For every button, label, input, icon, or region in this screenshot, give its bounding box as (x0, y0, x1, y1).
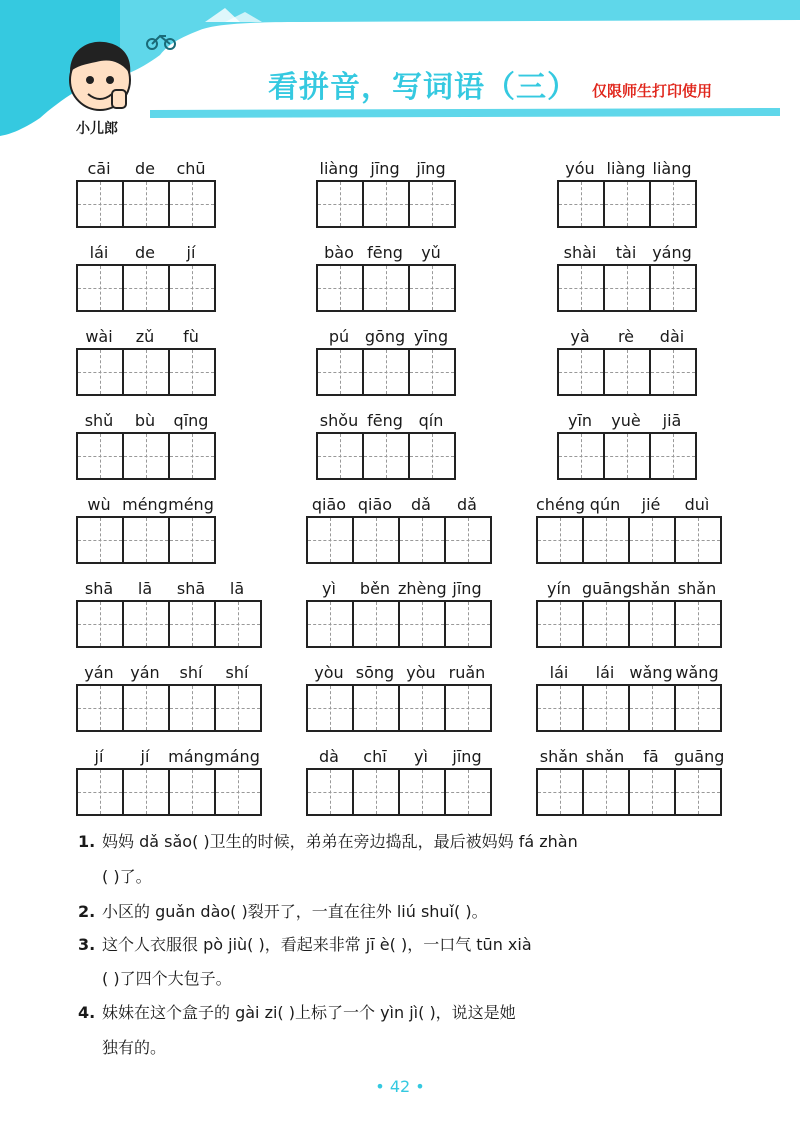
pinyin-syllable: de (135, 243, 155, 262)
writing-cell[interactable] (398, 684, 446, 732)
pinyin-syllable: yáng (652, 243, 692, 262)
pinyin-row (557, 326, 695, 348)
pinyin-syllable: fù (183, 327, 199, 346)
writing-cell[interactable] (408, 180, 456, 228)
pinyin-syllable: liàng (606, 159, 646, 178)
pinyin-syllable: jīng (416, 159, 446, 178)
writing-cell[interactable] (76, 600, 124, 648)
writing-cell[interactable] (168, 684, 216, 732)
writing-cell[interactable] (168, 180, 216, 228)
writing-cell[interactable] (168, 768, 216, 816)
pinyin-row (76, 662, 260, 684)
pinyin-syllable: lái (549, 663, 569, 682)
writing-cell[interactable] (76, 348, 124, 396)
writing-cell[interactable] (398, 600, 446, 648)
writing-cell[interactable] (362, 432, 410, 480)
writing-cell[interactable] (649, 432, 697, 480)
pinyin-syllable: de (135, 159, 155, 178)
pinyin-syllable: yuè (611, 411, 641, 430)
pinyin-row (76, 494, 214, 516)
writing-cell[interactable] (557, 348, 605, 396)
writing-cell[interactable] (306, 768, 354, 816)
pinyin-syllable: jié (641, 495, 661, 514)
writing-cell[interactable] (398, 516, 446, 564)
question-3: 3. 这个人衣服很 pò jiù( )，看起来非常 jī è( )，一口气 tūn xià (78, 935, 532, 954)
pinyin-syllable: tài (615, 243, 637, 262)
writing-grid (536, 516, 722, 564)
pinyin-syllable: běn (359, 579, 391, 598)
writing-cell[interactable] (444, 600, 492, 648)
pinyin-syllable: cāi (87, 159, 111, 178)
pinyin-syllable: méng (122, 495, 168, 514)
pinyin-syllable: jiā (662, 411, 682, 430)
pinyin-row (306, 578, 490, 600)
pinyin-syllable: lái (595, 663, 615, 682)
writing-grid (536, 684, 722, 732)
writing-cell[interactable] (628, 516, 676, 564)
pinyin-syllable: shā (84, 579, 114, 598)
writing-cell[interactable] (122, 180, 170, 228)
pinyin-row (536, 578, 720, 600)
writing-grid (76, 600, 262, 648)
pinyin-syllable: jí (186, 243, 196, 262)
writing-cell[interactable] (444, 516, 492, 564)
writing-grid (76, 684, 262, 732)
writing-cell[interactable] (536, 600, 584, 648)
writing-cell[interactable] (316, 264, 364, 312)
writing-cell[interactable] (352, 600, 400, 648)
pinyin-syllable: guāng (674, 747, 725, 766)
pinyin-syllable: dài (659, 327, 685, 346)
pinyin-row (536, 662, 720, 684)
writing-cell[interactable] (649, 264, 697, 312)
writing-grid (76, 348, 216, 396)
writing-cell[interactable] (628, 768, 676, 816)
writing-grid (76, 180, 216, 228)
pinyin-row (536, 746, 725, 768)
pinyin-syllable: yóu (565, 159, 595, 178)
writing-cell[interactable] (582, 600, 630, 648)
pinyin-syllable: shǎn (585, 747, 625, 766)
writing-grid (306, 684, 492, 732)
writing-grid (557, 432, 697, 480)
writing-cell[interactable] (582, 684, 630, 732)
pinyin-syllable: ruǎn (448, 663, 486, 682)
pinyin-syllable: zǔ (135, 327, 155, 346)
writing-cell[interactable] (306, 600, 354, 648)
pinyin-syllable: máng (168, 747, 214, 766)
pinyin-row (306, 662, 490, 684)
writing-cell[interactable] (628, 600, 676, 648)
writing-cell[interactable] (362, 264, 410, 312)
pinyin-row (76, 410, 214, 432)
pinyin-syllable: yán (84, 663, 114, 682)
pinyin-row (557, 242, 695, 264)
pinyin-syllable: dǎ (411, 495, 431, 514)
pinyin-syllable: bào (324, 243, 354, 262)
page-title: 看拼音，写词语（三） (268, 70, 578, 105)
pinyin-row (316, 326, 454, 348)
writing-cell[interactable] (362, 180, 410, 228)
pinyin-syllable: rè (617, 327, 635, 346)
pinyin-syllable: yà (570, 327, 590, 346)
pinyin-syllable: gōng (364, 327, 406, 346)
pinyin-syllable: méng (168, 495, 214, 514)
pinyin-syllable: duì (684, 495, 710, 514)
writing-cell[interactable] (76, 684, 124, 732)
writing-cell[interactable] (649, 180, 697, 228)
pinyin-syllable: yǔ (421, 243, 441, 262)
writing-cell[interactable] (122, 684, 170, 732)
writing-cell[interactable] (168, 516, 216, 564)
writing-cell[interactable] (214, 768, 262, 816)
writing-cell[interactable] (214, 684, 262, 732)
writing-grid (76, 516, 216, 564)
writing-grid (557, 180, 697, 228)
writing-cell[interactable] (122, 600, 170, 648)
pinyin-syllable: qīng (173, 411, 209, 430)
pinyin-syllable: shǎn (631, 579, 671, 598)
writing-cell[interactable] (674, 768, 722, 816)
mascot-label: 小儿郎 (76, 121, 118, 137)
writing-cell[interactable] (122, 768, 170, 816)
pinyin-syllable: yòu (406, 663, 436, 682)
pinyin-row (76, 746, 260, 768)
writing-cell[interactable] (444, 684, 492, 732)
writing-cell[interactable] (168, 264, 216, 312)
writing-cell[interactable] (76, 432, 124, 480)
writing-cell[interactable] (306, 684, 354, 732)
pinyin-row (316, 158, 454, 180)
page-number: • 42 • (375, 1077, 425, 1096)
writing-cell[interactable] (582, 516, 630, 564)
pinyin-syllable: sōng (355, 663, 395, 682)
pinyin-syllable: bù (134, 411, 156, 430)
print-notice: 仅限师生打印使用 (592, 82, 713, 100)
writing-cell[interactable] (408, 264, 456, 312)
writing-cell[interactable] (398, 768, 446, 816)
writing-grid (76, 264, 216, 312)
writing-cell[interactable] (444, 768, 492, 816)
pinyin-row (306, 494, 490, 516)
writing-cell[interactable] (603, 348, 651, 396)
pinyin-syllable: fēng (367, 411, 403, 430)
pinyin-syllable: jí (94, 747, 104, 766)
writing-grid (306, 516, 492, 564)
writing-grid (306, 600, 492, 648)
pinyin-syllable: jīng (370, 159, 400, 178)
writing-cell[interactable] (674, 600, 722, 648)
writing-grid (557, 264, 697, 312)
question-1: 1. 妈妈 dǎ sǎo( )卫生的时候，弟弟在旁边捣乱，最后被妈妈 fá zhàn (78, 832, 578, 851)
writing-grid (536, 600, 722, 648)
pinyin-syllable: yì (322, 579, 336, 598)
pinyin-syllable: fā (643, 747, 659, 766)
writing-grid (316, 348, 456, 396)
pinyin-row (306, 746, 490, 768)
writing-cell[interactable] (316, 348, 364, 396)
writing-cell[interactable] (316, 180, 364, 228)
pinyin-syllable: zhèng (398, 579, 447, 598)
writing-grid (76, 432, 216, 480)
pinyin-syllable: yín (546, 579, 572, 598)
mascot-boy-icon (70, 42, 130, 110)
pinyin-syllable: chū (176, 159, 206, 178)
question-2: 2. 小区的 guǎn dào( )裂开了，一直在往外 liú shuǐ( )。 (78, 902, 488, 921)
pinyin-syllable: pú (328, 327, 350, 346)
pinyin-syllable: jīng (452, 579, 482, 598)
pinyin-syllable: shǎn (539, 747, 579, 766)
question-3-cont: ( )了四个大包子。 (102, 969, 232, 988)
pinyin-syllable: dà (319, 747, 339, 766)
writing-cell[interactable] (306, 516, 354, 564)
pinyin-syllable: qiāo (311, 495, 347, 514)
pinyin-syllable: wǎng (675, 663, 719, 682)
writing-cell[interactable] (603, 180, 651, 228)
writing-cell[interactable] (352, 768, 400, 816)
writing-cell[interactable] (603, 432, 651, 480)
writing-cell[interactable] (536, 768, 584, 816)
question-1-cont: ( )了。 (102, 867, 152, 886)
pinyin-syllable: qún (589, 495, 621, 514)
writing-grid (536, 768, 722, 816)
question-4: 4. 妹妹在这个盒子的 gài zi( )上标了一个 yìn jì( )，说这是她 (78, 1003, 516, 1022)
writing-cell[interactable] (674, 516, 722, 564)
pinyin-syllable: jí (140, 747, 150, 766)
writing-cell[interactable] (557, 264, 605, 312)
writing-cell[interactable] (76, 516, 124, 564)
writing-cell[interactable] (168, 600, 216, 648)
pinyin-syllable: yòu (314, 663, 344, 682)
pinyin-syllable: máng (214, 747, 260, 766)
pinyin-syllable: shǔ (84, 411, 114, 430)
writing-grid (316, 432, 456, 480)
pinyin-syllable: guāng (582, 579, 633, 598)
writing-cell[interactable] (628, 684, 676, 732)
pinyin-syllable: yīng (413, 327, 449, 346)
writing-cell[interactable] (122, 516, 170, 564)
writing-cell[interactable] (649, 348, 697, 396)
pinyin-syllable: wù (87, 495, 111, 514)
pinyin-syllable: lái (89, 243, 109, 262)
pinyin-row (557, 410, 695, 432)
writing-cell[interactable] (214, 600, 262, 648)
pinyin-syllable: wǎng (629, 663, 673, 682)
pinyin-syllable: jīng (452, 747, 482, 766)
pinyin-syllable: liàng (319, 159, 359, 178)
writing-cell[interactable] (536, 516, 584, 564)
pinyin-syllable: shā (176, 579, 206, 598)
writing-grid (316, 180, 456, 228)
writing-cell[interactable] (76, 768, 124, 816)
pinyin-syllable: dǎ (457, 495, 477, 514)
pinyin-row (316, 242, 454, 264)
pinyin-row (76, 158, 214, 180)
pinyin-row (557, 158, 695, 180)
writing-cell[interactable] (316, 432, 364, 480)
writing-cell[interactable] (674, 684, 722, 732)
pinyin-syllable: wài (85, 327, 113, 346)
writing-cell[interactable] (352, 684, 400, 732)
pinyin-row (76, 242, 214, 264)
pinyin-syllable: qín (418, 411, 444, 430)
writing-cell[interactable] (557, 432, 605, 480)
writing-grid (306, 768, 492, 816)
writing-cell[interactable] (536, 684, 584, 732)
pinyin-syllable: shài (563, 243, 597, 262)
pinyin-row (316, 410, 454, 432)
pinyin-row (76, 578, 260, 600)
writing-cell[interactable] (76, 264, 124, 312)
writing-grid (76, 768, 262, 816)
pinyin-syllable: yīn (567, 411, 593, 430)
writing-cell[interactable] (122, 264, 170, 312)
writing-cell[interactable] (603, 264, 651, 312)
writing-cell[interactable] (168, 432, 216, 480)
writing-cell[interactable] (352, 516, 400, 564)
writing-cell[interactable] (408, 348, 456, 396)
writing-cell[interactable] (362, 348, 410, 396)
pinyin-syllable: lā (137, 579, 153, 598)
pinyin-row (536, 494, 720, 516)
pinyin-row (76, 326, 214, 348)
writing-cell[interactable] (557, 180, 605, 228)
writing-cell[interactable] (168, 348, 216, 396)
writing-cell[interactable] (408, 432, 456, 480)
pinyin-syllable: shí (225, 663, 249, 682)
writing-cell[interactable] (122, 432, 170, 480)
writing-grid (557, 348, 697, 396)
writing-grid (316, 264, 456, 312)
pinyin-syllable: fēng (367, 243, 403, 262)
pinyin-syllable: yì (414, 747, 428, 766)
writing-cell[interactable] (122, 348, 170, 396)
writing-cell[interactable] (76, 180, 124, 228)
pinyin-syllable: chéng (536, 495, 586, 514)
pinyin-syllable: lā (229, 579, 245, 598)
pinyin-syllable: qiāo (357, 495, 393, 514)
pinyin-syllable: yán (130, 663, 160, 682)
writing-cell[interactable] (582, 768, 630, 816)
pinyin-syllable: chī (363, 747, 387, 766)
question-4-cont: 独有的。 (102, 1038, 167, 1057)
pinyin-syllable: liàng (652, 159, 692, 178)
pinyin-syllable: shǎn (677, 579, 717, 598)
pinyin-syllable: shí (179, 663, 203, 682)
pinyin-syllable: shǒu (319, 411, 359, 430)
